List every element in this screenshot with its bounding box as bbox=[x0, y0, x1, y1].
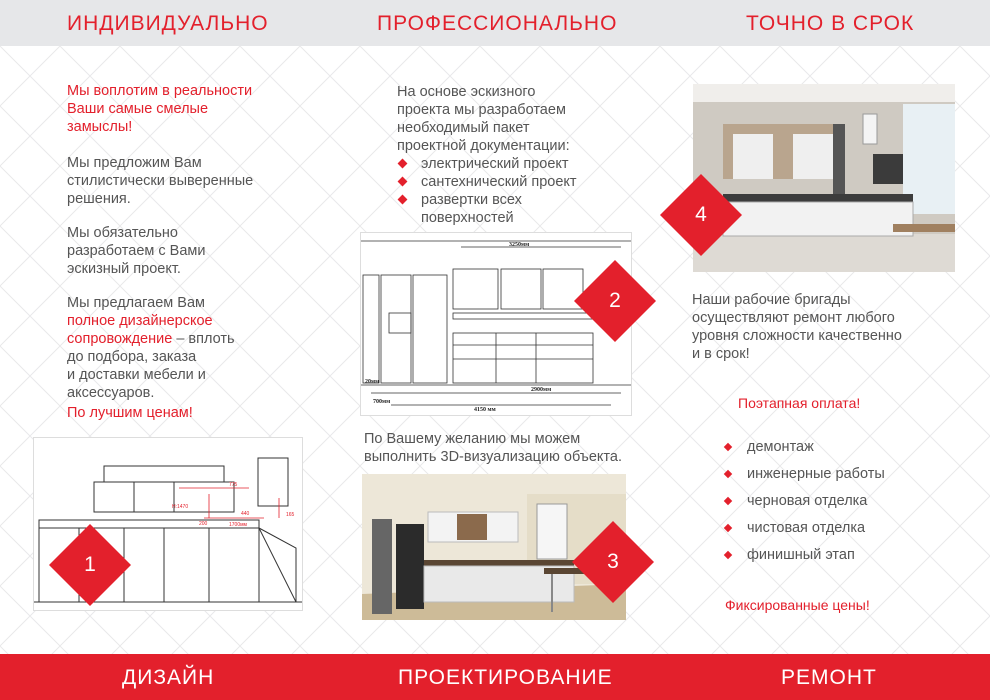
kitchen-photo bbox=[693, 84, 955, 272]
diamond-bullet-icon bbox=[724, 551, 732, 559]
col2-visualization-text bbox=[364, 430, 622, 466]
col3-crew-text bbox=[692, 291, 902, 363]
col1-best-prices: По лучшим ценам! bbox=[67, 405, 193, 421]
dim-label: 1700мм bbox=[229, 522, 247, 528]
step-number-2: 2 bbox=[609, 289, 621, 312]
text-highlight: сопровождение bbox=[67, 331, 173, 347]
dim-label: 200 bbox=[199, 521, 208, 527]
list-item-text: финишный этап bbox=[747, 547, 855, 563]
footer-title-renovation: РЕМОНТ bbox=[781, 666, 877, 689]
text-line: полное дизайнерское bbox=[67, 313, 213, 329]
list-item bbox=[397, 191, 577, 227]
technical-drawing bbox=[361, 233, 631, 415]
diamond-bullet-icon bbox=[398, 195, 408, 205]
list-item-text: поверхностей bbox=[421, 210, 514, 226]
text-line: аксессуаров. bbox=[67, 385, 155, 401]
header-bar bbox=[0, 0, 990, 46]
text-line: По Вашему желанию мы можем bbox=[364, 431, 581, 447]
list-item-text: электрический проект bbox=[421, 156, 569, 172]
list-item-text: развертки всех bbox=[421, 192, 522, 208]
text-line: эскизный проект. bbox=[67, 261, 181, 277]
diamond-bullet-icon bbox=[724, 443, 732, 451]
diamond-bullet-icon bbox=[724, 524, 732, 532]
step-number-4: 4 bbox=[695, 203, 707, 226]
dim-label: 4150 мм bbox=[474, 407, 496, 413]
step-number-1: 1 bbox=[84, 553, 96, 576]
text-line: разработаем с Вами bbox=[67, 243, 206, 259]
header-title-on-time: ТОЧНО В СРОК bbox=[746, 12, 915, 35]
dim-label: 2900мм bbox=[531, 387, 552, 393]
text-line: уровня сложности качественно bbox=[692, 328, 902, 344]
text-line: проектной документации: bbox=[397, 138, 570, 154]
col2-intro bbox=[397, 83, 570, 155]
list-item-text: черновая отделка bbox=[747, 493, 868, 509]
dim-label: 700мм bbox=[373, 399, 391, 405]
list-item bbox=[397, 155, 577, 173]
header-title-individual: ИНДИВИДУАЛЬНО bbox=[67, 12, 269, 35]
dim-label: 20мм bbox=[365, 379, 380, 385]
list-item-text: инженерные работы bbox=[747, 466, 885, 482]
list-item-text: сантехнический проект bbox=[421, 174, 577, 190]
text-line bbox=[67, 330, 235, 348]
text-line: На основе эскизного bbox=[397, 84, 536, 100]
staged-payment-label: Поэтапная оплата! bbox=[738, 395, 861, 411]
dim-label: 3250мм bbox=[509, 242, 530, 248]
text-line: и доставки мебели и bbox=[67, 367, 206, 383]
list-item-text: демонтаж bbox=[747, 439, 814, 455]
technical-drawing-panel bbox=[360, 232, 632, 416]
fixed-prices-label: Фиксированные цены! bbox=[725, 597, 870, 613]
footer-bar bbox=[0, 654, 990, 700]
renovation-photo bbox=[693, 84, 955, 272]
col1-paragraph-4 bbox=[67, 294, 235, 402]
text-line: и в срок! bbox=[692, 346, 750, 362]
footer-title-engineering: ПРОЕКТИРОВАНИЕ bbox=[398, 666, 613, 689]
list-item bbox=[723, 438, 885, 456]
list-item bbox=[723, 546, 885, 564]
diamond-bullet-icon bbox=[724, 470, 732, 478]
text-line: Мы воплотим в реальности bbox=[67, 83, 253, 99]
col1-paragraph-3 bbox=[67, 224, 205, 278]
text-line: Мы обязательно bbox=[67, 225, 178, 241]
text-span: – вплоть bbox=[172, 331, 235, 347]
list-item bbox=[723, 519, 885, 537]
text-line: Ваши самые смелые bbox=[67, 101, 209, 117]
diamond-bullet-icon bbox=[398, 159, 408, 169]
diamond-bullet-icon bbox=[724, 497, 732, 505]
text-line: Мы предлагаем Вам bbox=[67, 295, 205, 311]
text-line: до подбора, заказа bbox=[67, 349, 197, 365]
list-item bbox=[723, 465, 885, 483]
text-line: замыслы! bbox=[67, 119, 133, 135]
dim-label: 775 bbox=[229, 482, 238, 488]
renovation-stages-list bbox=[723, 438, 885, 573]
col1-paragraph-1 bbox=[67, 82, 252, 136]
col1-paragraph-2 bbox=[67, 154, 253, 208]
diamond-bullet-icon bbox=[398, 177, 408, 187]
list-item bbox=[723, 492, 885, 510]
step-number-3: 3 bbox=[607, 550, 619, 573]
text-line: проекта мы разработаем bbox=[397, 102, 566, 118]
text-line: Мы предложим Вам bbox=[67, 155, 202, 171]
text-line: Наши рабочие бригады bbox=[692, 292, 851, 308]
text-line: стилистически выверенные bbox=[67, 173, 254, 189]
text-line: осуществляют ремонт любого bbox=[692, 310, 895, 326]
documentation-list bbox=[397, 155, 577, 227]
text-line: решения. bbox=[67, 191, 131, 207]
list-item bbox=[397, 173, 577, 191]
header-title-professional: ПРОФЕССИОНАЛЬНО bbox=[377, 12, 618, 35]
dim-label: H:1470 bbox=[172, 504, 189, 510]
text-line: необходимый пакет bbox=[397, 120, 530, 136]
dim-label: 165 bbox=[286, 512, 295, 518]
text-line: выполнить 3D-визуализацию объекта. bbox=[364, 449, 622, 465]
list-item-text: чистовая отделка bbox=[747, 520, 866, 536]
dim-label: 440 bbox=[241, 511, 250, 517]
footer-title-design: ДИЗАЙН bbox=[122, 666, 215, 689]
